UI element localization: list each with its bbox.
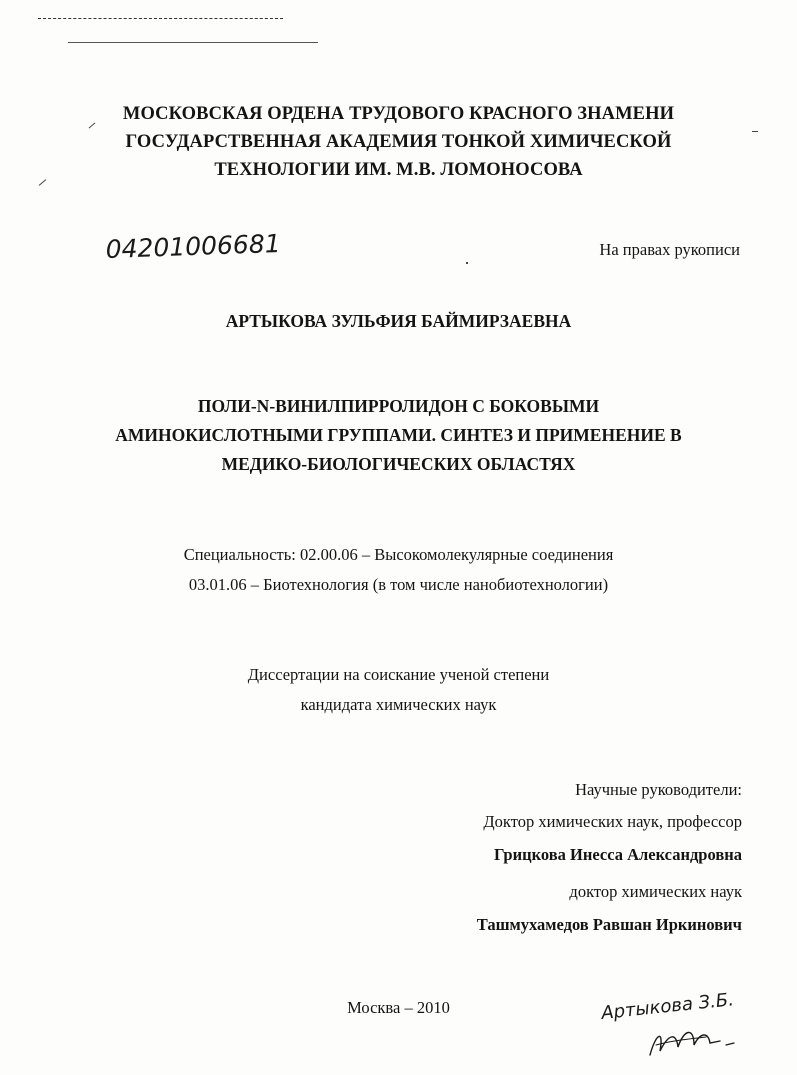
author-name: АРТЫКОВА ЗУЛЬФИЯ БАЙМИРЗАЕВНА xyxy=(225,311,572,331)
scan-speck xyxy=(466,262,468,264)
degree-line: Диссертации на соискание ученой степени xyxy=(247,665,550,684)
supervisors-heading: Научные руководители: xyxy=(575,780,742,799)
institution-header xyxy=(0,100,797,184)
title-line: АМИНОКИСЛОТНЫМИ ГРУППАМИ. СИНТЕЗ И ПРИМЕНЕНИЕ В xyxy=(115,425,682,445)
supervisor-title: Доктор химических наук, профессор xyxy=(483,812,742,831)
title-line: МЕДИКО-БИОЛОГИЧЕСКИХ ОБЛАСТЯХ xyxy=(221,454,576,474)
institution-line: ГОСУДАРСТВЕННАЯ АКАДЕМИЯ ТОНКОЙ ХИМИЧЕСКОЙ xyxy=(125,132,672,152)
scan-dash-line xyxy=(38,18,283,19)
rights-note: На правах рукописи xyxy=(599,240,740,259)
supervisor-name: Грицкова Инесса Александровна xyxy=(493,845,742,864)
supervisor-name: Ташмухамедов Равшан Иркинович xyxy=(476,915,742,934)
specialty-line: 03.01.06 – Биотехнология (в том числе нанобиотехнологии) xyxy=(188,575,609,594)
supervisor-title: доктор химических наук xyxy=(569,882,742,901)
dissertation-title xyxy=(0,392,797,479)
specialty-line: Специальность: 02.00.06 – Высокомолекулярные соединения xyxy=(183,545,614,564)
signature-text: Артыкова З.Б. xyxy=(600,989,735,1024)
city-year: Москва – 2010 xyxy=(347,998,450,1017)
handwritten-registry-number xyxy=(104,226,304,274)
title-line: ПОЛИ-N-ВИНИЛПИРРОЛИДОН С БОКОВЫМИ xyxy=(197,396,600,416)
signature-dash xyxy=(726,1043,734,1045)
institution-line: ТЕХНОЛОГИИ ИМ. М.В. ЛОМОНОСОВА xyxy=(214,160,583,180)
supervisors-block xyxy=(342,780,742,945)
degree-block xyxy=(0,660,797,720)
degree-line: кандидата химических наук xyxy=(300,695,497,714)
institution-line: МОСКОВСКАЯ ОРДЕНА ТРУДОВОГО КРАСНОГО ЗНАМЕНИ xyxy=(122,104,675,124)
specialty-block xyxy=(0,540,797,600)
handwritten-signature xyxy=(598,985,758,1065)
scan-rule-line xyxy=(68,42,318,43)
registry-number-text: 04201006681 xyxy=(105,228,282,264)
